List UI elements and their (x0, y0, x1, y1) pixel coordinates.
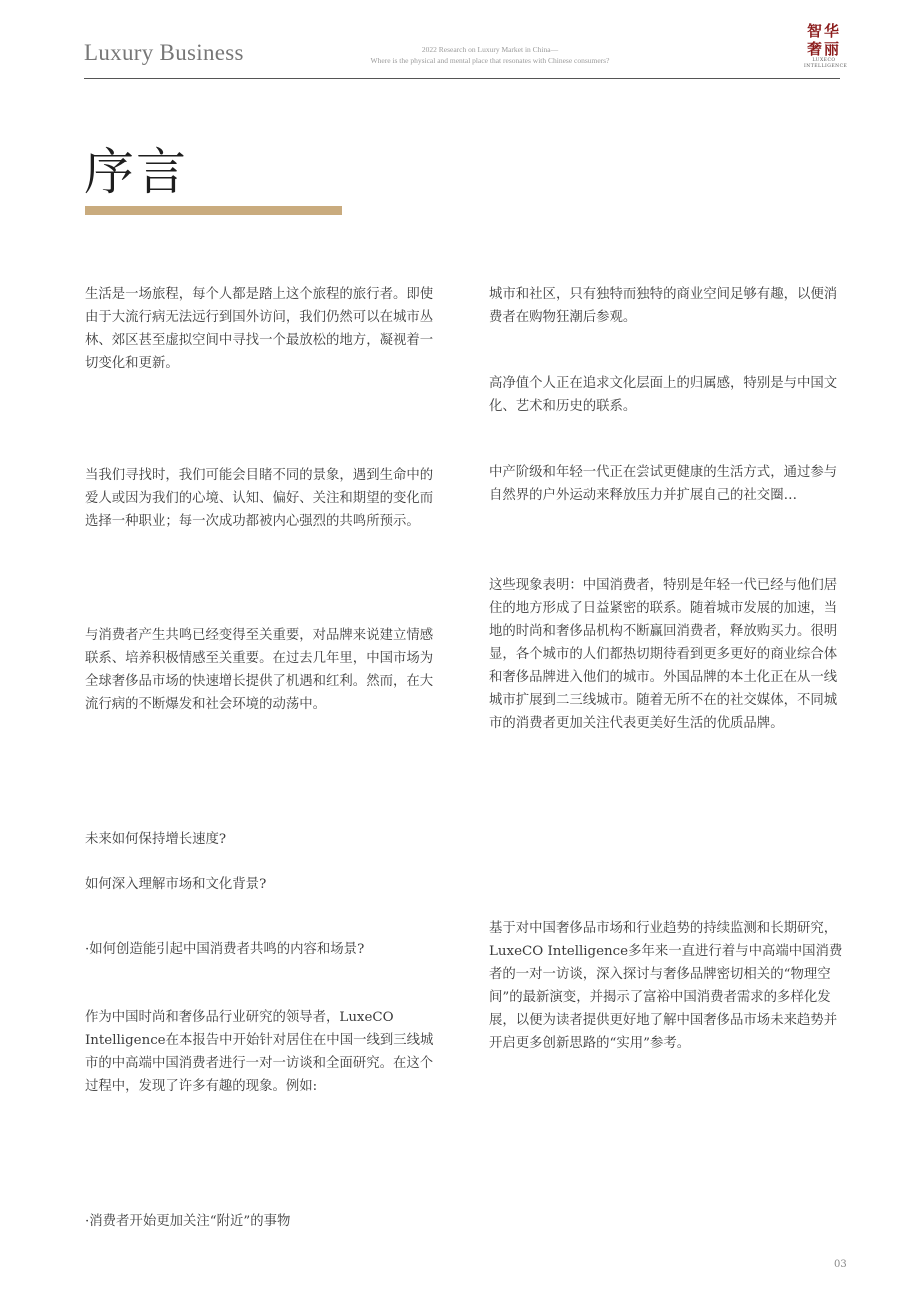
header-divider (84, 78, 840, 79)
logo-cn-top: 智华 (806, 22, 841, 40)
question-growth: 未来如何保持增长速度? (85, 832, 227, 847)
title-accent-bar (85, 206, 342, 215)
right-paragraph-1: 城市和社区，只有独特而独特的商业空间足够有趣，以便消费者在购物狂潮后参观。 (489, 287, 838, 325)
bullet-nearby: ·消费者开始更加关注“附近”的事物 (85, 1214, 291, 1229)
logo-cn-bottom: 奢丽 (806, 40, 841, 58)
question-market: 如何深入理解市场和文化背景? (85, 877, 267, 892)
left-paragraph-3: 与消费者产生共鸣已经变得至关重要，对品牌来说建立情感联系、培养积极情感至关重要。在过去几年里，中国市场为全球奢侈品市场的快速增长提供了机遇和红利。然而，在大流行病的不断爆发和社会环境的动荡中。 (85, 628, 434, 712)
header-subtitle-line2: Where is the physical and mental place that resonates with Chinese consumers? (370, 56, 610, 65)
luxeco-logo (804, 22, 848, 70)
page-number: 03 (834, 1259, 847, 1270)
left-paragraph-1: 生活是一场旅程，每个人都是踏上这个旅程的旅行者。即使由于大流行病无法远行到国外访问，我们仍然可以在城市丛林、郊区甚至虚拟空间中寻找一个最放松的地方，凝视着一切变化和更新。 (85, 287, 434, 371)
header-subtitle (340, 44, 640, 66)
left-paragraph-4: 作为中国时尚和奢侈品行业研究的领导者，LuxeCO Intelligence在本报告中开始针对居住在中国一线到三线城市的中高端中国消费者进行一对一访谈和全面研究。在这个过程中，发现了许多有趣的现象。例如: (85, 1010, 434, 1094)
page-title: 序言 (84, 143, 188, 201)
right-paragraph-2: 高净值个人正在追求文化层面上的归属感，特别是与中国文化、艺术和历史的联系。 (489, 376, 838, 414)
logo-en-2: INTELLIGENCE (804, 64, 848, 69)
right-paragraph-5: 基于对中国奢侈品市场和行业趋势的持续监测和长期研究，LuxeCO Intelligence多年来一直进行着与中高端中国消费者的一对一访谈，深入探讨与奢侈品牌密切相关的“物理空间”的最新演变，并揭示了富裕中国消费者需求的多样化发展，以便为读者提供更好地了解中国奢侈品市场未来趋势并开启更多创新思路的“实用”参考。 (489, 921, 843, 1051)
left-paragraph-2: 当我们寻找时，我们可能会目睹不同的景象，遇到生命中的爱人或因为我们的心境、认知、偏好、关注和期望的变化而选择一种职业；每一次成功都被内心强烈的共鸣所预示。 (85, 468, 434, 529)
right-paragraph-3: 中产阶级和年轻一代正在尝试更健康的生活方式，通过参与自然界的户外运动来释放压力并扩展自己的社交圈… (489, 465, 838, 503)
question-content: ·如何创造能引起中国消费者共鸣的内容和场景? (85, 942, 365, 957)
header-subtitle-line1: 2022 Research on Luxury Market in China— (421, 45, 559, 54)
logo-en-1: LUXECO (812, 58, 836, 63)
right-paragraph-4: 这些现象表明：中国消费者，特别是年轻一代已经与他们居住的地方形成了日益紧密的联系。随着城市发展的加速，当地的时尚和奢侈品机构不断赢回消费者，释放购买力。很明显，各个城市的人们都热切期待看到更多更好的商业综合体和奢侈品牌进入他们的城市。外国品牌的本土化正在从一线城市扩展到二三线城市。随着无所不在的社交媒体，不同城市的消费者更加关注代表更美好生活的优质品牌。 (489, 578, 838, 731)
header-title: Luxury Business (84, 40, 244, 65)
